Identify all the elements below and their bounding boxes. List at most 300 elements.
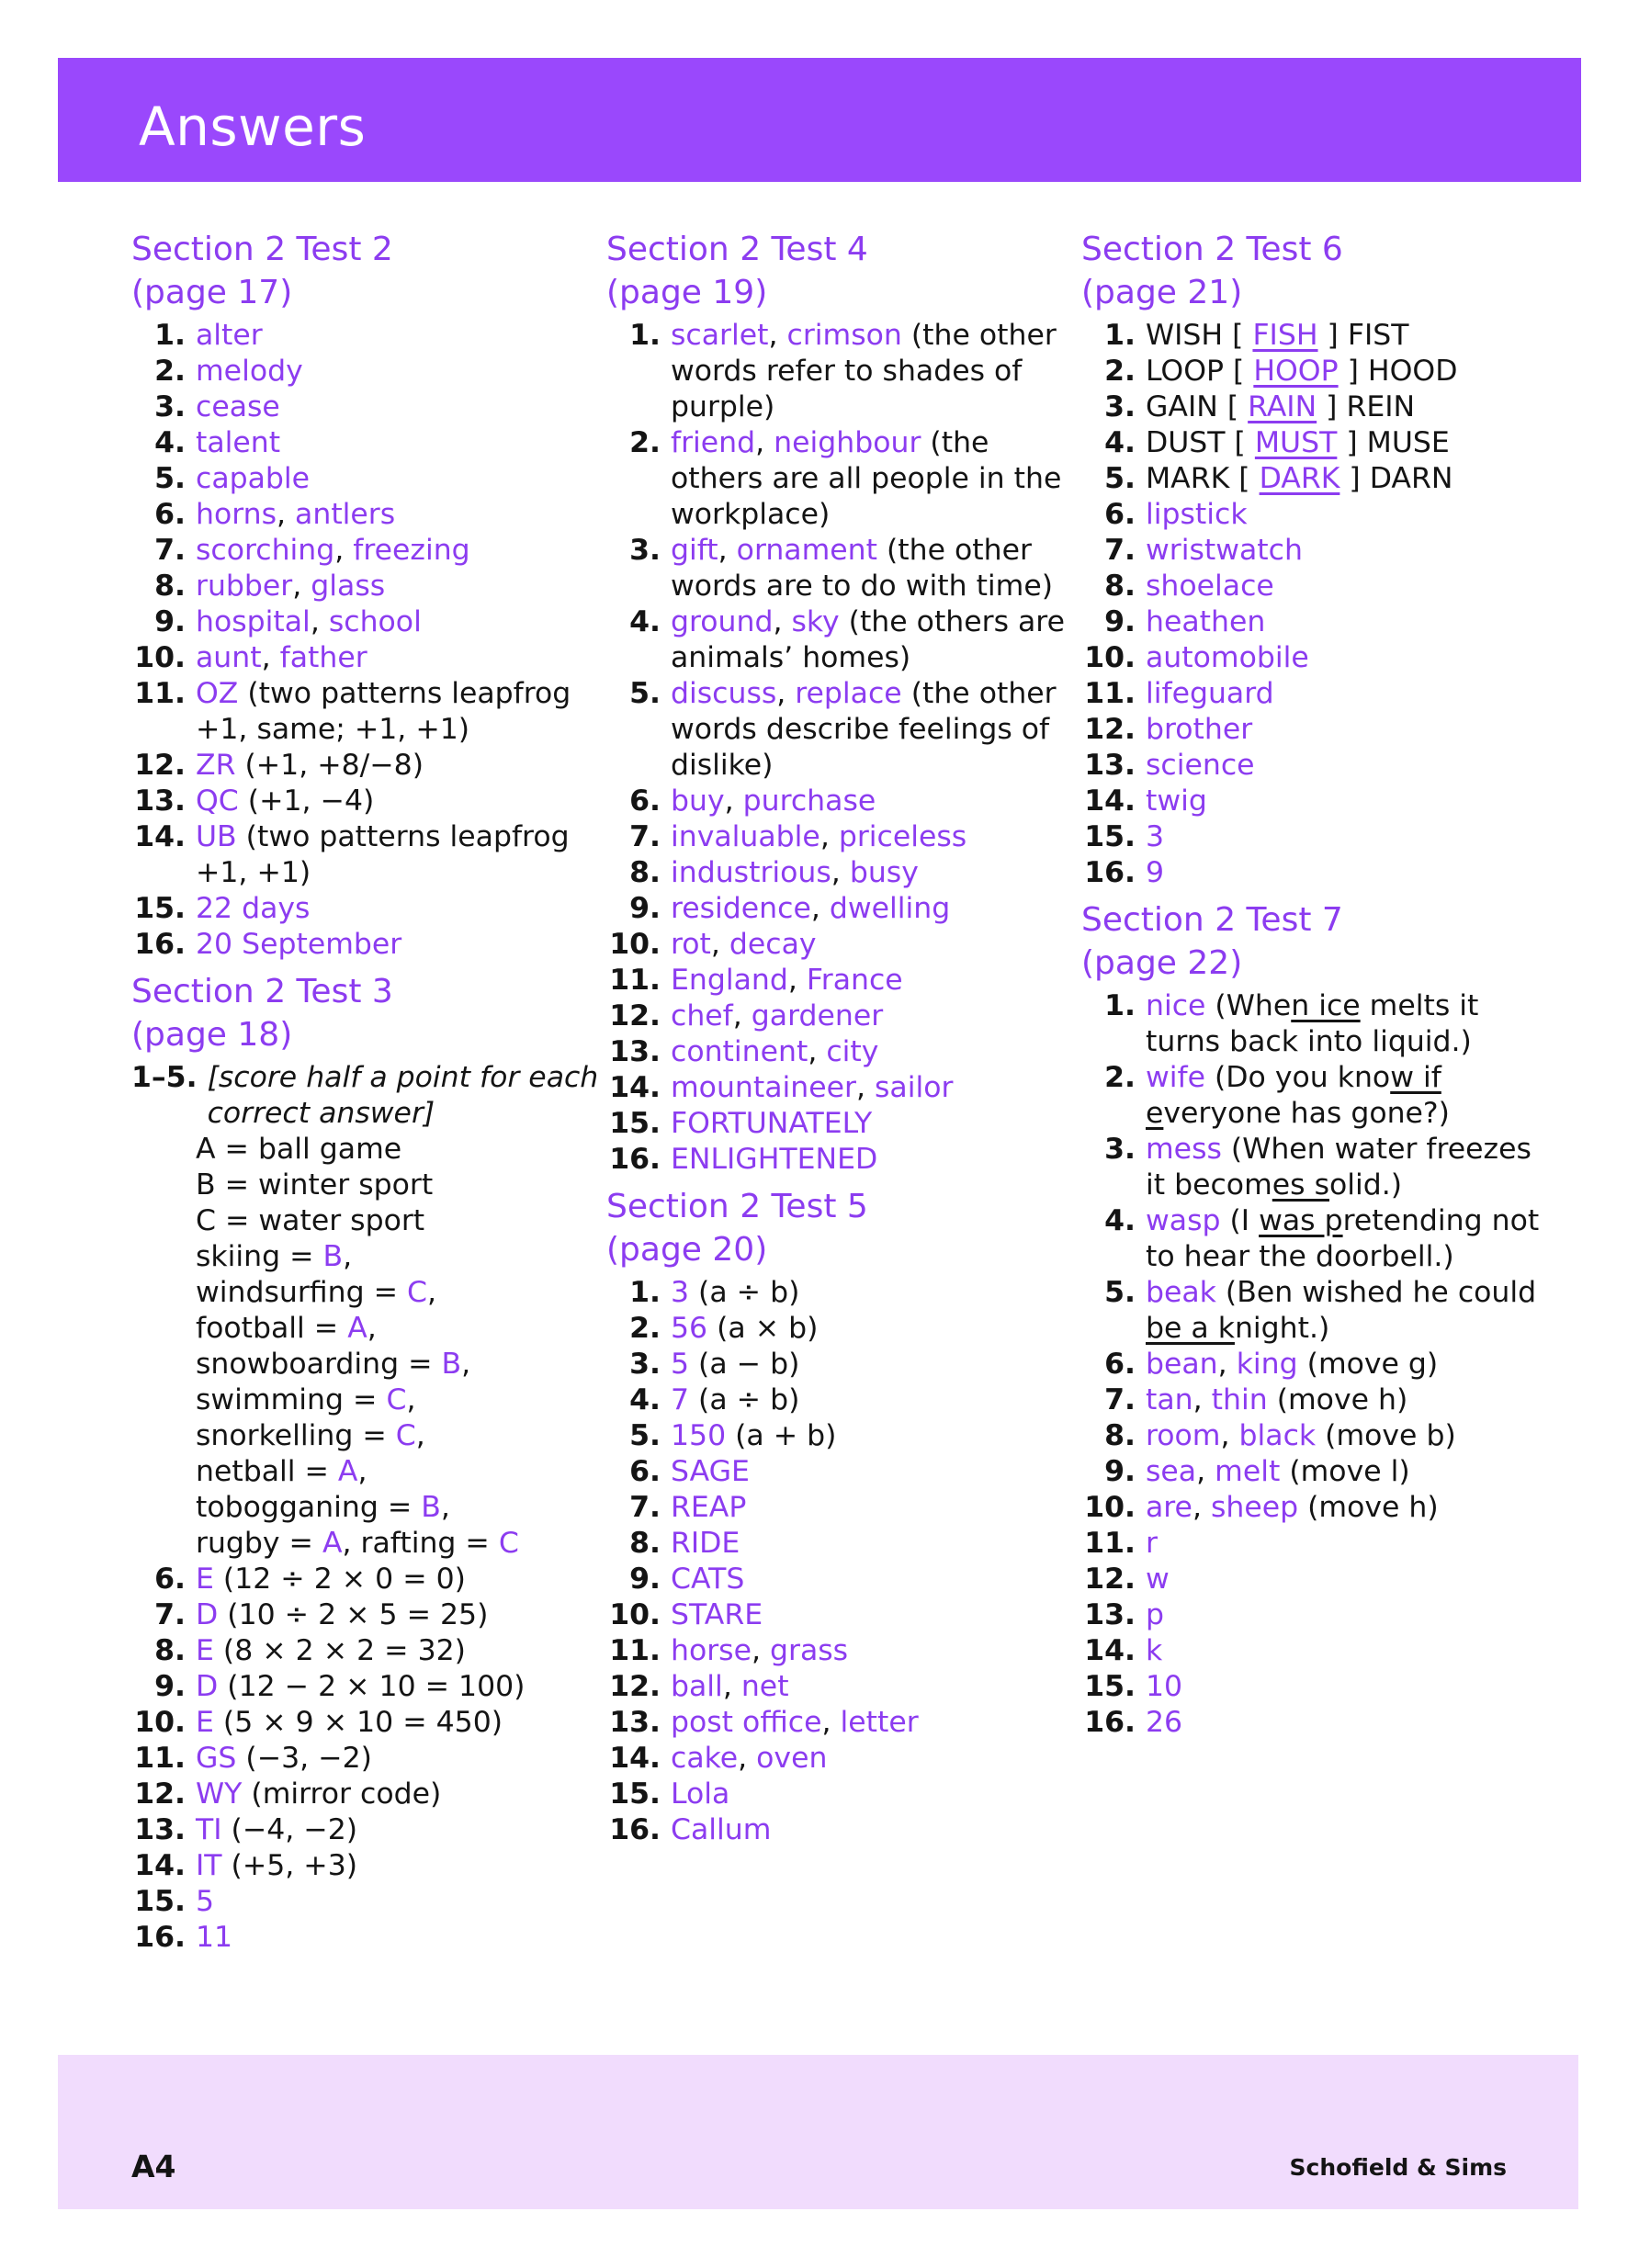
explanation-text: A = ball game [196, 1133, 402, 1166]
answer-item [606, 533, 1075, 604]
answer-item [1081, 784, 1541, 819]
question-number: 15. [134, 1885, 186, 1918]
answer-text: 22 days [196, 892, 311, 925]
answer-text: replace [795, 677, 902, 710]
answer-subline [131, 1275, 600, 1311]
explanation-text: (the other words are to do with time) [671, 534, 1054, 603]
question-number: 15. [609, 1107, 661, 1140]
question-number: 3. [1104, 1133, 1136, 1166]
answer-item [606, 1070, 1075, 1106]
answer-item [606, 1454, 1075, 1490]
explanation-text: snorkelling = [196, 1419, 396, 1452]
question-number: 16. [1084, 1706, 1136, 1739]
section-title: Section 2 Test 5 [606, 1188, 868, 1225]
answer-content [671, 533, 1075, 604]
explanation-text: olid.) [1329, 1168, 1403, 1202]
answer-content [1146, 461, 1541, 497]
answer-content [196, 1812, 600, 1848]
question-number: 1. [629, 1276, 661, 1309]
answer-text: A [347, 1312, 367, 1345]
answer-text: aunt [196, 641, 262, 674]
answer-text: 26 [1146, 1706, 1183, 1739]
answer-item [606, 1490, 1075, 1526]
explanation-text: , [831, 856, 850, 889]
explanation-text: , [357, 1455, 367, 1488]
question-number: 4. [1104, 1204, 1136, 1237]
answer-text: 56 [671, 1312, 708, 1345]
explanation-text: WISH [ [1146, 319, 1253, 352]
explanation-text: , [718, 534, 737, 567]
answer-item [606, 1526, 1075, 1562]
answer-item [131, 461, 600, 497]
answer-text: 9 [1146, 856, 1165, 889]
answer-text: RIDE [671, 1527, 740, 1560]
answer-item [131, 604, 600, 640]
answer-item [1081, 1275, 1541, 1347]
answer-text: HOOP [1253, 355, 1339, 388]
answer-text: father [279, 641, 367, 674]
question-number: 11. [609, 1634, 661, 1667]
question-number: 4. [629, 605, 661, 638]
answer-content [196, 497, 600, 533]
answer-text: horse [671, 1634, 752, 1667]
explanation-text: es s [1272, 1168, 1329, 1202]
answer-text: 3 [671, 1276, 690, 1309]
answer-text: science [1146, 749, 1255, 782]
explanation-text: skiing = [196, 1240, 323, 1273]
answer-text: post office [671, 1706, 822, 1739]
answer-text: alter [196, 319, 263, 352]
answer-item [1081, 1490, 1541, 1526]
answer-content [1146, 1490, 1541, 1526]
answer-text: gardener [751, 999, 884, 1032]
explanation-text: (Whe [1205, 989, 1292, 1022]
answer-content [196, 676, 600, 748]
question-number: 2. [154, 355, 186, 388]
explanation-text: ] REIN [1317, 390, 1416, 423]
question-number: 14. [609, 1742, 661, 1775]
answer-content [671, 1347, 1075, 1382]
question-number: 9. [629, 1563, 661, 1596]
question-number: 12. [134, 749, 186, 782]
question-number: 10. [1084, 641, 1136, 674]
explanation-text: , [343, 1240, 353, 1273]
question-number: 16. [134, 928, 186, 961]
answer-text: UB [196, 820, 237, 853]
answer-item [1081, 712, 1541, 748]
answer-content [196, 1741, 600, 1777]
answer-text: 150 [671, 1419, 727, 1452]
answer-item [1081, 1382, 1541, 1418]
explanation-text: ] MUSE [1337, 426, 1450, 459]
answer-text: B [421, 1491, 441, 1524]
answer-content [1146, 712, 1541, 748]
answer-text: chef [671, 999, 733, 1032]
explanation-text: [score half a point for each correct answer] [207, 1061, 599, 1130]
section-heading [606, 1185, 1075, 1271]
question-number: 10. [609, 928, 661, 961]
explanation-text: melts it turns back into liquid.) [1146, 989, 1479, 1058]
answer-item [131, 1920, 600, 1956]
answer-content [196, 640, 600, 676]
answer-content [1146, 784, 1541, 819]
question-number: 5. [1104, 1276, 1136, 1309]
answer-text: melody [196, 355, 303, 388]
question-number: 5. [629, 1419, 661, 1452]
answer-content [1146, 1060, 1541, 1132]
explanation-text: , [1196, 1455, 1215, 1488]
explanation-text: (Do you kno [1204, 1061, 1391, 1094]
explanation-text: , [367, 1312, 377, 1345]
question-number: 2. [629, 1312, 661, 1345]
answer-content [671, 1275, 1075, 1311]
explanation-text: netball = [196, 1455, 338, 1488]
answer-item [606, 784, 1075, 819]
answer-subline [131, 1347, 600, 1382]
explanation-text: (+5, +3) [221, 1849, 358, 1882]
answer-content [671, 1597, 1075, 1633]
answer-text: w [1146, 1563, 1170, 1596]
answer-item [1081, 1203, 1541, 1275]
explanation-text: , [820, 820, 839, 853]
question-number: 6. [1104, 1348, 1136, 1381]
answer-item [131, 389, 600, 425]
explanation-text: , [710, 928, 729, 961]
answer-text: priceless [838, 820, 967, 853]
answer-content [1146, 569, 1541, 604]
question-number: 13. [134, 1813, 186, 1846]
answer-text: cease [196, 390, 280, 423]
explanation-text: ] DARN [1339, 462, 1453, 495]
answer-item [1081, 604, 1541, 640]
answer-item [1081, 1562, 1541, 1597]
answer-text: MUST [1254, 426, 1338, 459]
answer-item [606, 676, 1075, 784]
answer-subline [131, 1311, 600, 1347]
section-heading [131, 970, 600, 1056]
answer-content [1146, 1454, 1541, 1490]
answer-item [131, 533, 600, 569]
answer-text: A [322, 1527, 343, 1560]
answer-text: 5 [196, 1885, 215, 1918]
answer-content [196, 569, 600, 604]
question-number: 4. [154, 426, 186, 459]
question-number: 15. [1084, 1670, 1136, 1703]
question-number: 16. [1084, 856, 1136, 889]
answer-item [131, 748, 600, 784]
answer-text: mountaineer [671, 1071, 856, 1104]
answer-content [1146, 988, 1541, 1060]
footer-band [58, 2055, 1578, 2209]
answer-text: ZR [196, 749, 236, 782]
answer-text: r [1146, 1527, 1158, 1560]
question-number: 5. [154, 462, 186, 495]
answer-content [196, 1920, 600, 1956]
question-number: 10. [1084, 1491, 1136, 1524]
answer-content [1146, 1669, 1541, 1705]
explanation-text: GAIN [ [1146, 390, 1249, 423]
answer-text: bean [1146, 1348, 1218, 1381]
question-number: 11. [609, 964, 661, 997]
explanation-text: n ice [1291, 989, 1361, 1022]
answer-content [1146, 318, 1541, 354]
question-number: 12. [609, 1670, 661, 1703]
answer-item [606, 999, 1075, 1034]
answer-text: TI [196, 1813, 222, 1846]
answer-text: tan [1146, 1383, 1193, 1416]
header-banner [58, 58, 1581, 182]
answer-text: scorching [196, 534, 335, 567]
explanation-text: , [461, 1348, 471, 1381]
explanation-text: (+1, −4) [238, 784, 375, 818]
answer-text: twig [1146, 784, 1207, 818]
answer-item [606, 855, 1075, 891]
publisher-name: Schofield & Sims [1289, 2154, 1507, 2181]
answer-item [1081, 461, 1541, 497]
answer-text: king [1236, 1348, 1298, 1381]
answer-item [606, 1347, 1075, 1382]
answer-content [196, 389, 600, 425]
answer-text: 20 September [196, 928, 402, 961]
answer-content [1146, 604, 1541, 640]
question-number: 5. [629, 677, 661, 710]
answer-item [1081, 1132, 1541, 1203]
question-number: 1–5. [131, 1061, 198, 1094]
answer-text: decay [729, 928, 817, 961]
answer-item [1081, 1418, 1541, 1454]
explanation-text: football = [196, 1312, 348, 1345]
answer-content [1146, 1418, 1541, 1454]
section-page: (page 17) [131, 274, 293, 311]
explanation-text: , [310, 605, 329, 638]
question-number: 16. [134, 1921, 186, 1954]
answer-text: brother [1146, 713, 1253, 746]
answer-item [1081, 497, 1541, 533]
answer-content [1146, 1275, 1541, 1347]
answer-subline [131, 1168, 600, 1203]
answer-item [1081, 1597, 1541, 1633]
answer-content [1146, 748, 1541, 784]
question-number: 9. [629, 892, 661, 925]
answer-content [1146, 1526, 1541, 1562]
question-number: 6. [1104, 498, 1136, 531]
answer-content [671, 1633, 1075, 1669]
answer-item [131, 784, 600, 819]
answer-text: 11 [196, 1921, 233, 1954]
explanation-text: DUST [ [1146, 426, 1255, 459]
answer-item [131, 927, 600, 963]
explanation-text: (the others are animals’ homes) [671, 605, 1065, 674]
question-number: 16. [609, 1813, 661, 1846]
explanation-text: LOOP [ [1146, 355, 1254, 388]
answer-content [1146, 676, 1541, 712]
section-title: Section 2 Test 2 [131, 231, 393, 268]
answer-item [131, 1597, 600, 1633]
answer-content [1146, 1705, 1541, 1741]
answer-item [606, 425, 1075, 533]
answer-content [671, 1311, 1075, 1347]
answer-content [671, 1669, 1075, 1705]
answer-text: scarlet [671, 319, 769, 352]
explanation-text: C = water sport [196, 1204, 425, 1237]
explanation-text: (move g) [1297, 1348, 1439, 1381]
answer-content [196, 819, 600, 891]
section-page: (page 18) [131, 1016, 293, 1054]
answer-text: ball [671, 1670, 723, 1703]
answer-item [1081, 640, 1541, 676]
answer-subline [131, 1454, 600, 1490]
answer-content [196, 1848, 600, 1884]
answer-subline [131, 1490, 600, 1526]
answer-text: are [1146, 1491, 1193, 1524]
answer-content [671, 1454, 1075, 1490]
answer-item [131, 1705, 600, 1741]
question-number: 8. [154, 570, 186, 603]
answer-item [1081, 819, 1541, 855]
answer-text: REAP [671, 1491, 747, 1524]
answer-text: FISH [1252, 319, 1318, 352]
answer-text: neighbour [774, 426, 921, 459]
answer-text: letter [840, 1706, 919, 1739]
answer-text: C [386, 1383, 407, 1416]
answer-item [1081, 533, 1541, 569]
answer-text: black [1238, 1419, 1317, 1452]
question-number: 11. [1084, 1527, 1136, 1560]
explanation-text: (move h) [1298, 1491, 1439, 1524]
answer-text: city [826, 1035, 879, 1068]
answer-text: sea [1146, 1455, 1197, 1488]
answer-item [131, 1848, 600, 1884]
section-page: (page 22) [1081, 944, 1243, 982]
section-title: Section 2 Test 4 [606, 231, 868, 268]
answer-content [1146, 389, 1541, 425]
explanation-text: (the other words describe feelings of dislike) [671, 677, 1057, 782]
answer-text: thin [1211, 1383, 1268, 1416]
answer-subline [131, 1526, 600, 1562]
question-number: 3. [629, 534, 661, 567]
answer-text: ground [671, 605, 774, 638]
answer-content [671, 1142, 1075, 1178]
answer-item [1081, 1526, 1541, 1562]
explanation-text: , [755, 426, 774, 459]
answer-text: invaluable [671, 820, 820, 853]
answer-text: wristwatch [1146, 534, 1303, 567]
answer-item [1081, 354, 1541, 389]
answer-content [671, 1490, 1075, 1526]
question-number: 1. [154, 319, 186, 352]
answer-content [671, 318, 1075, 425]
explanation-text: (5 × 9 × 10 = 450) [213, 1706, 503, 1739]
answer-text: horns [196, 498, 277, 531]
answer-section [1081, 228, 1541, 891]
section-page: (page 21) [1081, 274, 1243, 311]
answer-content [671, 1777, 1075, 1812]
answer-content [671, 819, 1075, 855]
answer-item [1081, 425, 1541, 461]
answer-content [196, 354, 600, 389]
question-number: 14. [1084, 784, 1136, 818]
answer-text: E [196, 1634, 214, 1667]
answer-item [606, 1812, 1075, 1848]
answer-item [606, 1034, 1075, 1070]
answer-content [671, 1070, 1075, 1106]
question-number: 6. [154, 498, 186, 531]
answer-section [131, 228, 600, 963]
question-number: 7. [154, 1598, 186, 1631]
answer-item [1081, 1454, 1541, 1490]
answer-text: E [196, 1563, 214, 1596]
answer-text: 5 [671, 1348, 690, 1381]
explanation-text: (two patterns leapfrog +1, +1) [196, 820, 570, 889]
answer-content [671, 1034, 1075, 1070]
answer-content [1146, 855, 1541, 891]
answer-content [196, 748, 600, 784]
answer-text: C [395, 1419, 416, 1452]
answer-content [196, 318, 600, 354]
answer-item [606, 1311, 1075, 1347]
explanation-text: retending not to hear the doorbell.) [1146, 1204, 1540, 1273]
explanation-text: , [768, 319, 787, 352]
explanation-text: (10 ÷ 2 × 5 = 25) [218, 1598, 489, 1631]
answer-content [1146, 640, 1541, 676]
answer-content [208, 1060, 600, 1132]
answer-item [606, 1275, 1075, 1311]
question-number: 13. [609, 1035, 661, 1068]
answer-text: France [806, 964, 903, 997]
question-number: 5. [1104, 462, 1136, 495]
answer-content [1146, 1597, 1541, 1633]
answer-item [1081, 1705, 1541, 1741]
question-number: 2. [629, 426, 661, 459]
answer-text: GS [196, 1742, 237, 1775]
explanation-text: (−3, −2) [236, 1742, 372, 1775]
answer-item [131, 1633, 600, 1669]
explanation-text: (move l) [1280, 1455, 1410, 1488]
answer-item [1081, 318, 1541, 354]
answer-content [196, 1705, 600, 1741]
answer-text: sheep [1210, 1491, 1299, 1524]
explanation-text: , [427, 1276, 437, 1309]
question-number: 4. [1104, 426, 1136, 459]
answer-text: 10 [1146, 1670, 1183, 1703]
answer-text: A [337, 1455, 358, 1488]
answer-text: Lola [671, 1777, 730, 1811]
answer-content [1146, 354, 1541, 389]
question-number: 12. [1084, 713, 1136, 746]
explanation-text: , [773, 605, 792, 638]
question-number: 14. [134, 820, 186, 853]
answer-item [1081, 1633, 1541, 1669]
question-number: 11. [134, 677, 186, 710]
explanation-text: (a ÷ b) [689, 1383, 800, 1416]
explanation-text: ] HOOD [1338, 355, 1458, 388]
answer-text: k [1146, 1634, 1163, 1667]
answer-content [196, 1884, 600, 1920]
answer-item [1081, 748, 1541, 784]
answer-text: industrious [671, 856, 831, 889]
answer-content [1146, 1132, 1541, 1203]
answer-text: hospital [196, 605, 311, 638]
answer-text: nice [1146, 989, 1206, 1022]
explanation-text: MARK [ [1146, 462, 1260, 495]
answer-section [606, 228, 1075, 1178]
answer-item [606, 1633, 1075, 1669]
explanation-text: veryone has gone?) [1163, 1097, 1450, 1130]
explanation-text: , rafting = [342, 1527, 499, 1560]
answer-text: D [196, 1598, 219, 1631]
question-number: 7. [629, 1491, 661, 1524]
answer-content [196, 1777, 600, 1812]
